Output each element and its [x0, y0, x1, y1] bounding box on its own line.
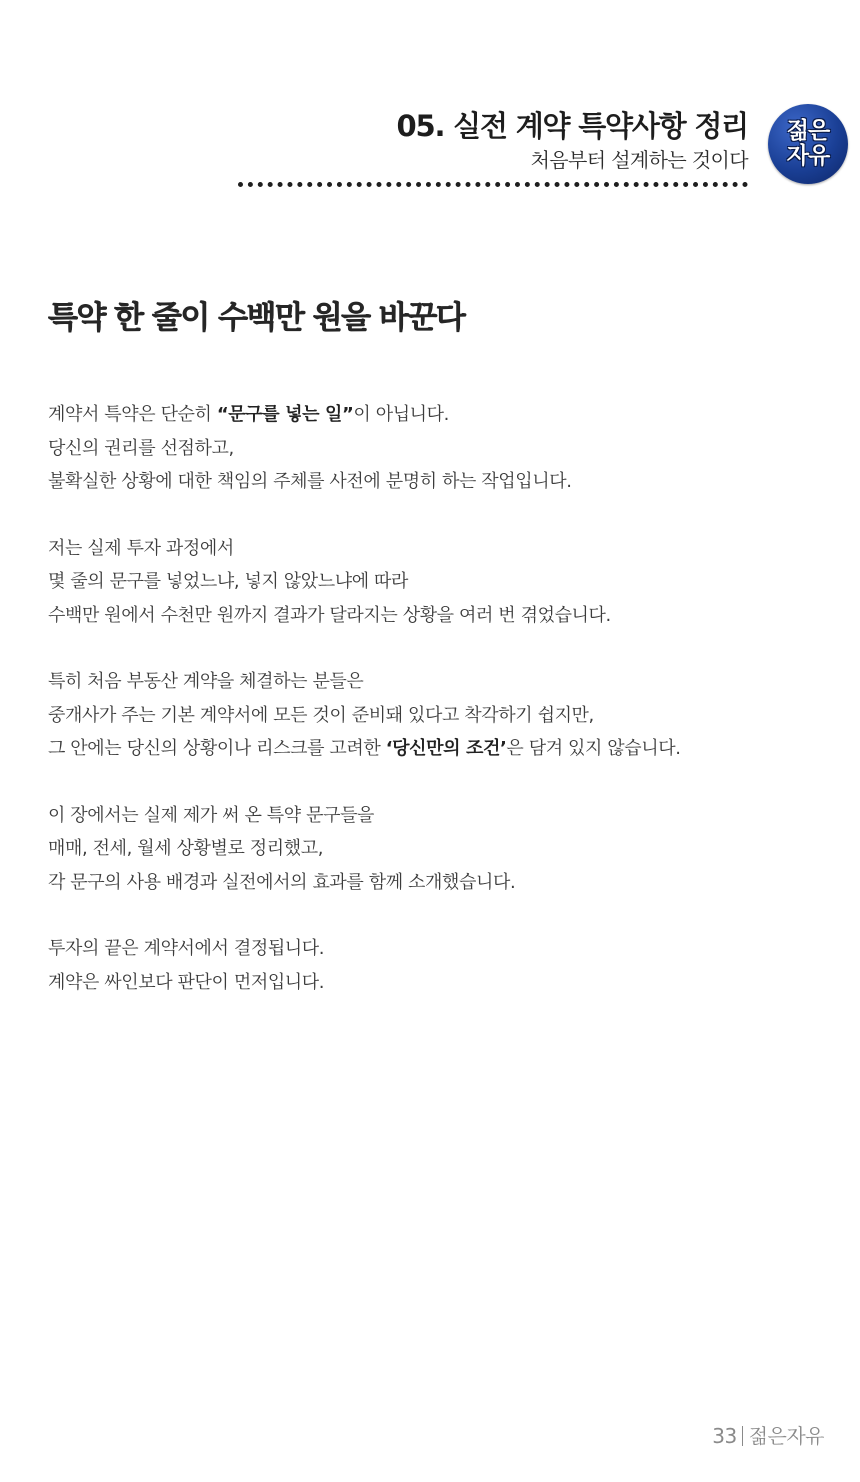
footer-separator [742, 1426, 743, 1446]
text-line: 각 문구의 사용 배경과 실전에서의 효과를 함께 소개했습니다. [48, 871, 516, 893]
text-line: 이 장에서는 실제 제가 써 온 특약 문구들을 [48, 804, 375, 826]
emphasis-text: ‘당신만의 조건’ [385, 738, 507, 759]
page-footer [712, 1420, 824, 1449]
paragraph-1 [48, 398, 818, 499]
text-line: 투자의 끝은 계약서에서 결정됩니다. [48, 938, 325, 959]
text-run: 그 안에는 당신의 상황이나 리스크를 고려한 [48, 738, 386, 759]
text-run: 이 아닙니다. [353, 404, 449, 425]
text-line: 매매, 전세, 월세 상황별로 정리했고, [48, 838, 324, 859]
text-line: 특히 처음 부동산 계약을 체결하는 분들은 [48, 671, 364, 692]
chapter-header [397, 108, 749, 174]
text-line: 불확실한 상황에 대한 책임의 주체를 사전에 분명히 하는 작업입니다. [48, 471, 572, 492]
text-line: 당신의 권리를 선점하고, [48, 437, 234, 459]
dotted-divider [238, 182, 748, 187]
logo-text-line2: 자유 [786, 143, 830, 169]
paragraph-3 [48, 665, 818, 766]
section-heading: 특약 한 줄이 수백만 원을 바꾼다 [48, 300, 465, 336]
paragraph-4 [48, 799, 818, 900]
text-run: 계약서 특약은 단순히 [48, 404, 217, 425]
chapter-subtitle: 처음부터 설계하는 것이다 [530, 148, 748, 172]
text-line: 중개사가 주는 기본 계약서에 모든 것이 준비돼 있다고 착각하기 쉽지만, [48, 704, 594, 726]
text-line: 계약은 싸인보다 판단이 먼저입니다. [48, 971, 325, 993]
text-run: 은 담겨 있지 않습니다. [506, 738, 681, 759]
text-line [48, 732, 818, 766]
page-number: 33 [712, 1424, 737, 1448]
text-line: 수백만 원에서 수천만 원까지 결과가 달라지는 상황을 여러 번 겪었습니다. [48, 604, 611, 626]
logo-text-line1: 젊은 [786, 118, 830, 144]
brand-logo [768, 104, 848, 184]
body-text [48, 398, 818, 1032]
paragraph-5 [48, 932, 818, 999]
footer-brand: 젊은자유 [748, 1424, 824, 1448]
text-line: 몇 줄의 문구를 넣었느냐, 넣지 않았느냐에 따라 [48, 571, 409, 592]
chapter-title: 05. 실전 계약 특약사항 정리 [396, 109, 748, 143]
emphasis-text: “문구를 넣는 일” [216, 404, 354, 425]
text-line: 저는 실제 투자 과정에서 [48, 537, 234, 559]
text-line [48, 398, 818, 432]
paragraph-2 [48, 532, 818, 633]
